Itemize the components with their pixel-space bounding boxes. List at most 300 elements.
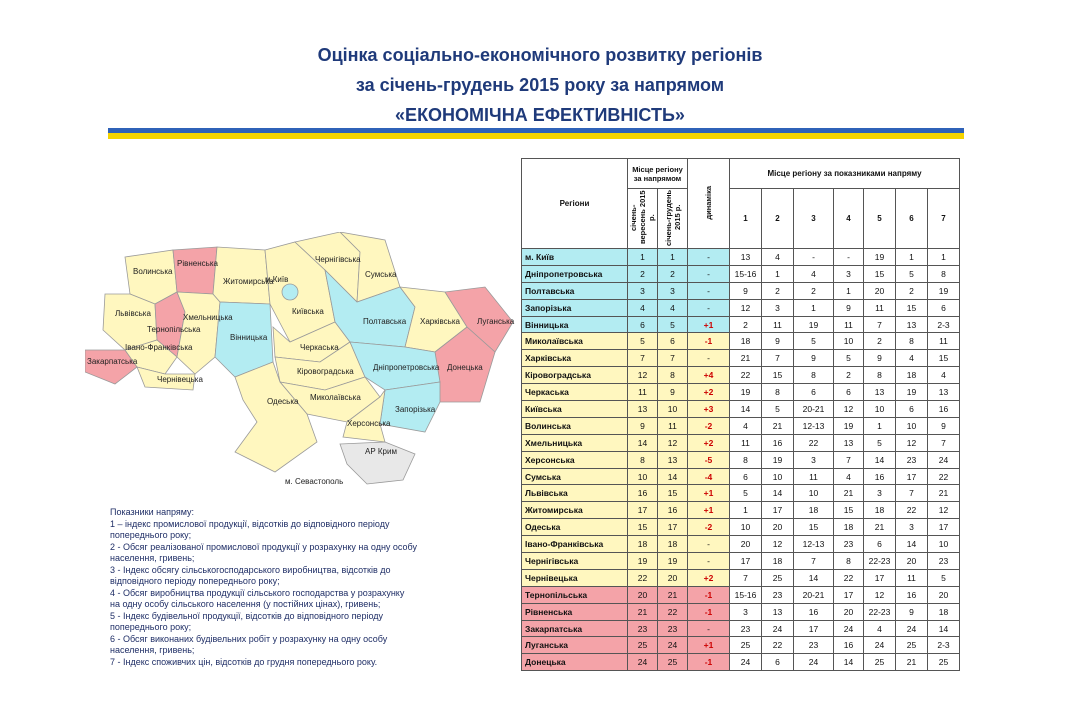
indicator-1-rank: 23 <box>730 620 762 637</box>
indicator-7-rank: 24 <box>928 451 960 468</box>
map-label-kirovohradska: Кіровоградська <box>297 367 354 376</box>
indicator-7-rank: 9 <box>928 417 960 434</box>
legend-item: 6 - Обсяг виконаних будівельних робіт у розрахунку на одну особу населення, гривень; <box>110 633 388 655</box>
map-label-sevastopol: м. Севастополь <box>285 477 344 486</box>
indicator-5-rank: 14 <box>864 451 896 468</box>
region-name: Івано-Франківська <box>522 536 628 553</box>
indicator-3-rank: 15 <box>794 519 834 536</box>
indicator-6-rank: 19 <box>896 384 928 401</box>
indicator-7-rank: 25 <box>928 654 960 671</box>
map-label-lvivska: Львівська <box>115 309 151 318</box>
flag-stripe-yellow <box>108 133 964 139</box>
place-jan-sep: 21 <box>628 603 658 620</box>
indicator-7-rank: 17 <box>928 519 960 536</box>
dynamics-value: -1 <box>688 333 730 350</box>
indicator-1-rank: 18 <box>730 333 762 350</box>
dynamics-value: - <box>688 350 730 367</box>
dynamics-value: - <box>688 282 730 299</box>
indicator-1-rank: 5 <box>730 485 762 502</box>
indicator-1-rank: 17 <box>730 553 762 570</box>
table-row <box>522 316 960 333</box>
table-row <box>522 536 960 553</box>
region-name: Одеська <box>522 519 628 536</box>
map-label-crimea: АР Крим <box>365 447 397 456</box>
dynamics-value: - <box>688 536 730 553</box>
table-row <box>522 603 960 620</box>
indicator-3-rank: 10 <box>794 485 834 502</box>
indicator-1-rank: 15-16 <box>730 265 762 282</box>
indicator-6-rank: 23 <box>896 451 928 468</box>
indicator-2-rank: 3 <box>762 299 794 316</box>
indicator-6-rank: 7 <box>896 485 928 502</box>
table-row <box>522 553 960 570</box>
indicator-5-rank: 11 <box>864 299 896 316</box>
indicator-4-rank: 3 <box>834 265 864 282</box>
indicator-2-rank: 25 <box>762 569 794 586</box>
indicator-7-rank: 4 <box>928 367 960 384</box>
place-jan-sep: 10 <box>628 468 658 485</box>
table-row <box>522 299 960 316</box>
region-zhytomyrska <box>213 247 270 304</box>
table-row <box>522 485 960 502</box>
indicator-7-rank: 7 <box>928 434 960 451</box>
table-row <box>522 569 960 586</box>
map-label-rivnenska: Рівненська <box>177 259 218 268</box>
dynamics-value: +2 <box>688 384 730 401</box>
indicator-7-rank: 20 <box>928 586 960 603</box>
indicator-3-rank: - <box>794 249 834 266</box>
header-col-7: 7 <box>928 189 960 249</box>
table-row <box>522 586 960 603</box>
indicator-7-rank: 8 <box>928 265 960 282</box>
header-col-2: 2 <box>762 189 794 249</box>
indicator-6-rank: 14 <box>896 536 928 553</box>
indicator-7-rank: 1 <box>928 249 960 266</box>
place-jan-dec: 6 <box>658 333 688 350</box>
indicator-5-rank: 3 <box>864 485 896 502</box>
indicator-1-rank: 1 <box>730 502 762 519</box>
region-name: Закарпатська <box>522 620 628 637</box>
dynamics-value: -1 <box>688 586 730 603</box>
indicator-5-rank: 20 <box>864 282 896 299</box>
regions-rank-table <box>521 158 960 671</box>
indicator-5-rank: 10 <box>864 401 896 418</box>
header-place-direction: Місце регіону за напрямом <box>628 159 688 189</box>
indicator-4-rank: 23 <box>834 536 864 553</box>
place-jan-dec: 22 <box>658 603 688 620</box>
indicator-4-rank: 15 <box>834 502 864 519</box>
indicator-4-rank: 8 <box>834 553 864 570</box>
place-jan-sep: 3 <box>628 282 658 299</box>
legend-item: 2 - Обсяг реалізованої промислової продукції у розрахунку на одну особу населення, гривень; <box>110 541 417 563</box>
place-jan-dec: 1 <box>658 249 688 266</box>
indicator-6-rank: 12 <box>896 434 928 451</box>
place-jan-dec: 9 <box>658 384 688 401</box>
indicator-2-rank: 22 <box>762 637 794 654</box>
indicator-1-rank: 19 <box>730 384 762 401</box>
indicator-5-rank: 1 <box>864 417 896 434</box>
map-label-cherkaska: Черкаська <box>300 343 339 352</box>
table-row <box>522 282 960 299</box>
indicator-2-rank: 19 <box>762 451 794 468</box>
legend-item: 7 - Індекс споживчих цін, відсотків до грудня попереднього року. <box>110 656 378 667</box>
indicator-5-rank: 12 <box>864 586 896 603</box>
place-jan-sep: 22 <box>628 569 658 586</box>
indicator-4-rank: 14 <box>834 654 864 671</box>
indicator-6-rank: 2 <box>896 282 928 299</box>
legend-item: 4 - Обсяг виробництва продукції сільського господарства у розрахунку на одну особу сільського населення (у постійних цінах), гривень; <box>110 587 405 609</box>
region-name: Дніпропетровська <box>522 265 628 282</box>
place-jan-dec: 23 <box>658 620 688 637</box>
indicator-3-rank: 3 <box>794 451 834 468</box>
indicator-4-rank: 22 <box>834 569 864 586</box>
dynamics-value: +2 <box>688 434 730 451</box>
indicator-7-rank: 23 <box>928 553 960 570</box>
place-jan-sep: 12 <box>628 367 658 384</box>
indicator-7-rank: 16 <box>928 401 960 418</box>
place-jan-sep: 6 <box>628 316 658 333</box>
place-jan-dec: 4 <box>658 299 688 316</box>
legend-item: 1 – індекс промислової продукції, відсотків до відповідного періоду попереднього року; <box>110 518 390 540</box>
region-name: Житомирська <box>522 502 628 519</box>
indicator-3-rank: 7 <box>794 553 834 570</box>
indicator-2-rank: 24 <box>762 620 794 637</box>
place-jan-dec: 11 <box>658 417 688 434</box>
indicator-2-rank: 8 <box>762 384 794 401</box>
indicator-2-rank: 16 <box>762 434 794 451</box>
place-jan-dec: 16 <box>658 502 688 519</box>
indicator-3-rank: 12-13 <box>794 536 834 553</box>
place-jan-dec: 15 <box>658 485 688 502</box>
place-jan-sep: 20 <box>628 586 658 603</box>
place-jan-dec: 14 <box>658 468 688 485</box>
indicator-2-rank: 12 <box>762 536 794 553</box>
place-jan-sep: 14 <box>628 434 658 451</box>
indicator-2-rank: 1 <box>762 265 794 282</box>
indicator-6-rank: 6 <box>896 401 928 418</box>
indicator-1-rank: 3 <box>730 603 762 620</box>
indicator-3-rank: 19 <box>794 316 834 333</box>
table-row <box>522 384 960 401</box>
map-label-dnipro: Дніпропетровська <box>373 363 440 372</box>
indicator-4-rank: 20 <box>834 603 864 620</box>
indicator-4-rank: - <box>834 249 864 266</box>
indicator-4-rank: 19 <box>834 417 864 434</box>
indicator-4-rank: 13 <box>834 434 864 451</box>
table-row <box>522 417 960 434</box>
title-line-3: «ЕКОНОМІЧНА ЕФЕКТИВНІСТЬ» <box>395 105 685 125</box>
indicator-6-rank: 11 <box>896 569 928 586</box>
place-jan-dec: 17 <box>658 519 688 536</box>
map-label-poltavska: Полтавська <box>363 317 407 326</box>
indicator-6-rank: 16 <box>896 586 928 603</box>
indicator-6-rank: 20 <box>896 553 928 570</box>
region-name: Запорізька <box>522 299 628 316</box>
indicator-2-rank: 23 <box>762 586 794 603</box>
indicator-2-rank: 5 <box>762 401 794 418</box>
region-name: Полтавська <box>522 282 628 299</box>
place-jan-dec: 20 <box>658 569 688 586</box>
indicator-7-rank: 19 <box>928 282 960 299</box>
indicator-3-rank: 14 <box>794 569 834 586</box>
place-jan-dec: 8 <box>658 367 688 384</box>
place-jan-sep: 25 <box>628 637 658 654</box>
map-label-volynska: Волинська <box>133 267 173 276</box>
indicator-7-rank: 10 <box>928 536 960 553</box>
region-name: Львівська <box>522 485 628 502</box>
ukraine-map <box>85 232 515 492</box>
region-name: Херсонська <box>522 451 628 468</box>
indicator-5-rank: 24 <box>864 637 896 654</box>
indicator-5-rank: 21 <box>864 519 896 536</box>
place-jan-sep: 19 <box>628 553 658 570</box>
map-label-donetska: Донецька <box>447 363 483 372</box>
indicator-7-rank: 15 <box>928 350 960 367</box>
indicator-1-rank: 11 <box>730 434 762 451</box>
table-row <box>522 249 960 266</box>
indicator-2-rank: 18 <box>762 553 794 570</box>
indicator-7-rank: 11 <box>928 333 960 350</box>
indicator-2-rank: 17 <box>762 502 794 519</box>
region-name: Черкаська <box>522 384 628 401</box>
indicator-4-rank: 11 <box>834 316 864 333</box>
region-name: Харківська <box>522 350 628 367</box>
indicator-2-rank: 20 <box>762 519 794 536</box>
indicator-4-rank: 9 <box>834 299 864 316</box>
indicator-2-rank: 11 <box>762 316 794 333</box>
dynamics-value: +2 <box>688 569 730 586</box>
dynamics-value: +1 <box>688 316 730 333</box>
region-name: Миколаївська <box>522 333 628 350</box>
dynamics-value: -1 <box>688 654 730 671</box>
region-name: Сумська <box>522 468 628 485</box>
region-name: Тернопільська <box>522 586 628 603</box>
indicator-3-rank: 20-21 <box>794 586 834 603</box>
indicators-legend <box>110 507 500 668</box>
place-jan-dec: 24 <box>658 637 688 654</box>
indicator-4-rank: 5 <box>834 350 864 367</box>
indicator-5-rank: 15 <box>864 265 896 282</box>
place-jan-sep: 7 <box>628 350 658 367</box>
map-label-zakarpatska: Закарпатська <box>87 357 138 366</box>
header-dynamics: динаміка <box>688 159 730 249</box>
indicator-2-rank: 2 <box>762 282 794 299</box>
indicator-1-rank: 10 <box>730 519 762 536</box>
indicator-1-rank: 2 <box>730 316 762 333</box>
dynamics-value: +4 <box>688 367 730 384</box>
indicator-3-rank: 9 <box>794 350 834 367</box>
title-line-2: за січень-грудень 2015 року за напрямом <box>355 75 725 95</box>
indicator-6-rank: 17 <box>896 468 928 485</box>
page-title <box>0 40 1080 130</box>
region-name: Вінницька <box>522 316 628 333</box>
indicator-3-rank: 6 <box>794 384 834 401</box>
place-jan-dec: 10 <box>658 401 688 418</box>
table-row <box>522 265 960 282</box>
place-jan-dec: 7 <box>658 350 688 367</box>
indicator-2-rank: 14 <box>762 485 794 502</box>
table-row <box>522 502 960 519</box>
region-name: Київська <box>522 401 628 418</box>
map-label-khersonska: Херсонська <box>347 419 391 428</box>
indicator-4-rank: 12 <box>834 401 864 418</box>
indicator-1-rank: 7 <box>730 569 762 586</box>
indicator-5-rank: 25 <box>864 654 896 671</box>
map-label-vinnytska: Вінницька <box>230 333 268 342</box>
indicator-6-rank: 24 <box>896 620 928 637</box>
indicator-4-rank: 18 <box>834 519 864 536</box>
indicator-1-rank: 13 <box>730 249 762 266</box>
region-name: Чернігівська <box>522 553 628 570</box>
indicator-5-rank: 17 <box>864 569 896 586</box>
table-row <box>522 367 960 384</box>
map-label-zhytomyrska: Житомирська <box>223 277 274 286</box>
indicator-7-rank: 22 <box>928 468 960 485</box>
indicator-1-rank: 14 <box>730 401 762 418</box>
table-row <box>522 468 960 485</box>
indicator-5-rank: 22-23 <box>864 553 896 570</box>
place-jan-sep: 5 <box>628 333 658 350</box>
indicator-4-rank: 21 <box>834 485 864 502</box>
table-row <box>522 637 960 654</box>
indicator-7-rank: 12 <box>928 502 960 519</box>
header-regions: Регіони <box>522 159 628 249</box>
indicator-6-rank: 15 <box>896 299 928 316</box>
indicator-5-rank: 2 <box>864 333 896 350</box>
indicator-6-rank: 4 <box>896 350 928 367</box>
indicator-3-rank: 12-13 <box>794 417 834 434</box>
place-jan-sep: 23 <box>628 620 658 637</box>
place-jan-sep: 8 <box>628 451 658 468</box>
indicator-1-rank: 22 <box>730 367 762 384</box>
header-period-1: січень-вересень 2015 р. <box>628 189 658 249</box>
indicator-1-rank: 15-16 <box>730 586 762 603</box>
table-row <box>522 434 960 451</box>
region-name: Волинська <box>522 417 628 434</box>
place-jan-sep: 13 <box>628 401 658 418</box>
map-label-luhanska: Луганська <box>477 317 515 326</box>
map-label-sumska: Сумська <box>365 270 397 279</box>
dynamics-value: -1 <box>688 603 730 620</box>
indicator-5-rank: 13 <box>864 384 896 401</box>
map-label-khmelnytska: Хмельницька <box>183 313 233 322</box>
indicator-1-rank: 25 <box>730 637 762 654</box>
map-label-mykolaivska: Миколаївська <box>310 393 361 402</box>
region-name: Кіровоградська <box>522 367 628 384</box>
indicator-6-rank: 22 <box>896 502 928 519</box>
table-row <box>522 519 960 536</box>
indicator-3-rank: 22 <box>794 434 834 451</box>
indicator-3-rank: 20-21 <box>794 401 834 418</box>
indicator-3-rank: 4 <box>794 265 834 282</box>
indicator-7-rank: 13 <box>928 384 960 401</box>
dynamics-value: +1 <box>688 637 730 654</box>
indicator-1-rank: 20 <box>730 536 762 553</box>
map-label-kharkivska: Харківська <box>420 317 460 326</box>
dynamics-value: +1 <box>688 502 730 519</box>
indicator-4-rank: 1 <box>834 282 864 299</box>
indicator-5-rank: 5 <box>864 434 896 451</box>
indicator-1-rank: 9 <box>730 282 762 299</box>
indicator-2-rank: 6 <box>762 654 794 671</box>
indicator-3-rank: 16 <box>794 603 834 620</box>
table-row <box>522 620 960 637</box>
region-name: Чернівецька <box>522 569 628 586</box>
place-jan-dec: 21 <box>658 586 688 603</box>
indicator-5-rank: 9 <box>864 350 896 367</box>
region-name: м. Київ <box>522 249 628 266</box>
map-label-chernivetska: Чернівецька <box>157 375 203 384</box>
indicator-7-rank: 5 <box>928 569 960 586</box>
map-label-odeska: Одеська <box>267 397 299 406</box>
place-jan-dec: 18 <box>658 536 688 553</box>
place-jan-sep: 17 <box>628 502 658 519</box>
indicator-7-rank: 6 <box>928 299 960 316</box>
header-col-5: 5 <box>864 189 896 249</box>
indicator-3-rank: 24 <box>794 654 834 671</box>
indicator-7-rank: 2-3 <box>928 316 960 333</box>
indicator-6-rank: 10 <box>896 417 928 434</box>
indicator-3-rank: 18 <box>794 502 834 519</box>
map-label-ivano: Івано-Франківська <box>125 343 193 352</box>
kyiv-city <box>282 284 298 300</box>
indicator-6-rank: 25 <box>896 637 928 654</box>
indicator-6-rank: 18 <box>896 367 928 384</box>
indicator-6-rank: 21 <box>896 654 928 671</box>
dynamics-value: -2 <box>688 519 730 536</box>
header-period-2: січень-грудень 2015 р. <box>658 189 688 249</box>
indicator-7-rank: 2-3 <box>928 637 960 654</box>
indicator-6-rank: 5 <box>896 265 928 282</box>
place-jan-sep: 18 <box>628 536 658 553</box>
legend-heading: Показники напряму: <box>110 507 195 517</box>
place-jan-dec: 5 <box>658 316 688 333</box>
table-row <box>522 401 960 418</box>
indicator-7-rank: 14 <box>928 620 960 637</box>
indicator-4-rank: 10 <box>834 333 864 350</box>
place-jan-sep: 15 <box>628 519 658 536</box>
indicator-2-rank: 4 <box>762 249 794 266</box>
place-jan-dec: 3 <box>658 282 688 299</box>
map-label-chernihivska: Чернігівська <box>315 255 361 264</box>
indicator-2-rank: 21 <box>762 417 794 434</box>
indicator-5-rank: 22-23 <box>864 603 896 620</box>
region-name: Хмельницька <box>522 434 628 451</box>
header-place-indicators: Місце регіону за показниками напряму <box>730 159 960 189</box>
indicator-7-rank: 18 <box>928 603 960 620</box>
indicator-3-rank: 8 <box>794 367 834 384</box>
dynamics-value: - <box>688 265 730 282</box>
map-label-zaporizka: Запорізька <box>395 405 436 414</box>
indicator-5-rank: 18 <box>864 502 896 519</box>
header-col-1: 1 <box>730 189 762 249</box>
indicator-7-rank: 21 <box>928 485 960 502</box>
indicator-4-rank: 17 <box>834 586 864 603</box>
indicator-2-rank: 9 <box>762 333 794 350</box>
table-row <box>522 451 960 468</box>
header-col-4: 4 <box>834 189 864 249</box>
indicator-1-rank: 21 <box>730 350 762 367</box>
place-jan-sep: 9 <box>628 417 658 434</box>
title-line-1: Оцінка соціально-економічного розвитку регіонів <box>317 45 763 65</box>
place-jan-dec: 19 <box>658 553 688 570</box>
place-jan-sep: 1 <box>628 249 658 266</box>
indicator-5-rank: 7 <box>864 316 896 333</box>
indicator-1-rank: 24 <box>730 654 762 671</box>
indicator-4-rank: 2 <box>834 367 864 384</box>
indicator-4-rank: 16 <box>834 637 864 654</box>
indicator-6-rank: 1 <box>896 249 928 266</box>
